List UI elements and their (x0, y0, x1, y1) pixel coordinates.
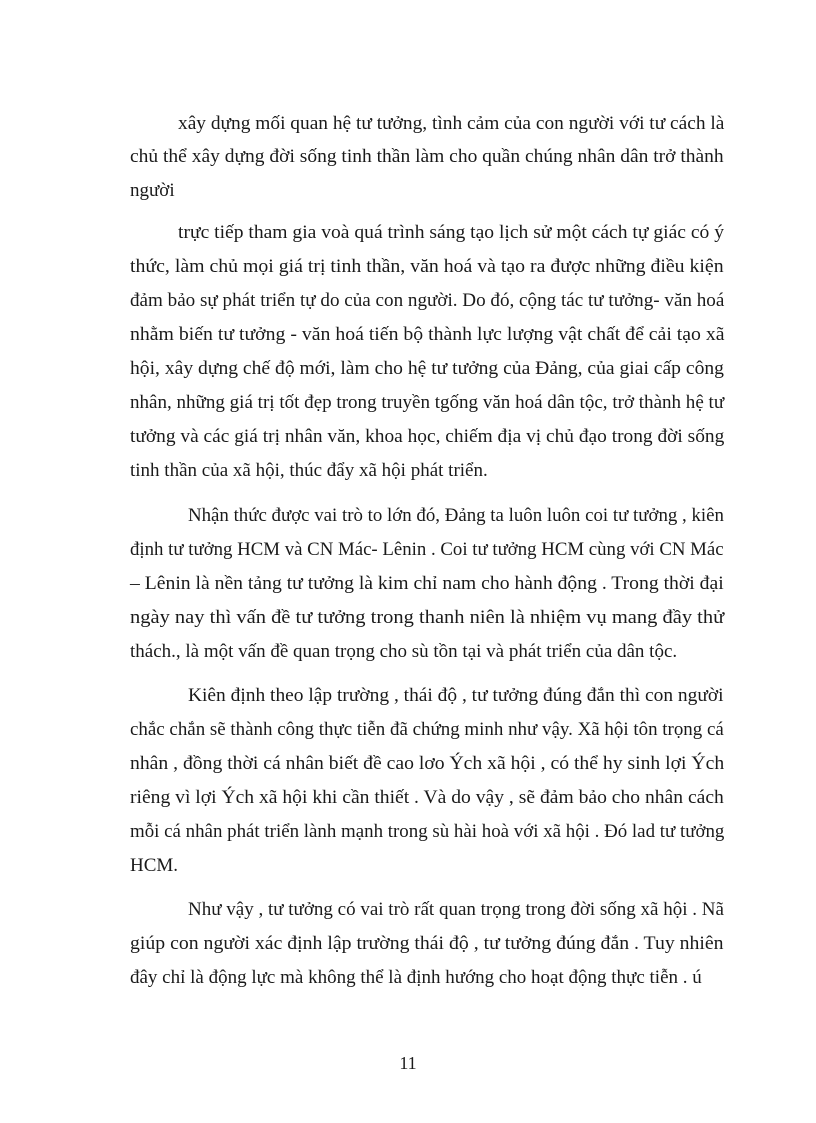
paragraph-line: Kiên định theo lập trường , thái độ , tư tưởng đúng đắn thì con người (188, 685, 724, 706)
paragraph-line: xây dựng mối quan hệ tư tưởng, tình cảm của con người với tư cách là (178, 113, 725, 134)
paragraph-line: mỗi cá nhân phát triển lành mạnh trong sù hài hoà với xã hội . Đó lad tư tưởng (130, 821, 725, 842)
paragraph-line: Nhận thức được vai trò to lớn đó, Đảng ta luôn luôn coi tư tưởng , kiên (188, 505, 724, 526)
paragraph-line: riêng vì lợi Ých xã hội khi cần thiết . Và do vậy , sẽ đảm bảo cho nhân cách (130, 787, 724, 808)
paragraph-line: hội, xây dựng chế độ mới, làm cho hệ tư tưởng của Đảng, của giai cấp công (130, 358, 724, 379)
paragraph-line: trực tiếp tham gia voà quá trình sáng tạo lịch sử một cách tự giác có ý (178, 222, 725, 243)
paragraph-line: chủ thể xây dựng đời sống tinh thần làm cho quần chúng nhân dân trở thành (130, 146, 724, 167)
paragraph-line: thức, làm chủ mọi giá trị tinh thần, văn hoá và tạo ra được những điều kiện (130, 256, 724, 277)
paragraph-line: nhân, những giá trị tốt đẹp trong truyền tgống văn hoá dân tộc, trở thành hệ tư (130, 392, 725, 413)
paragraph-line: – Lênin là nền tảng tư tưởng là kim chỉ nam cho hành động . Trong thời đại (130, 573, 724, 594)
paragraph-line: đây chỉ là động lực mà không thể là định hướng cho hoạt động thực tiễn . ú (130, 967, 702, 988)
paragraph-line: tưởng và các giá trị nhân văn, khoa học, chiếm địa vị chủ đạo trong đời sống (130, 426, 725, 447)
paragraph-line: chắc chắn sẽ thành công thực tiễn đã chứng minh như vậy. Xã hội tôn trọng cá (130, 719, 724, 740)
paragraph-line: giúp con người xác định lập trường thái độ , tư tưởng đúng đắn . Tuy nhiên (130, 933, 724, 954)
paragraph-line: người (130, 180, 175, 201)
paragraph-line: nhằm biến tư tưởng - văn hoá tiến bộ thành lực lượng vật chất để cải tạo xã (130, 324, 725, 345)
paragraph-line: tinh thần của xã hội, thúc đẩy xã hội phát triển. (130, 460, 488, 481)
paragraph-line: ngày nay thì vấn đề tư tưởng trong thanh niên là nhiệm vụ mang đầy thử (130, 607, 725, 628)
paragraph-line: định tư tưởng HCM và CN Mác- Lênin . Coi tư tưởng HCM cùng với CN Mác (130, 539, 724, 560)
paragraph-line: HCM. (130, 855, 179, 876)
paragraph-line: đảm bảo sự phát triển tự do của con người. Do đó, cộng tác tư tưởng- văn hoá (130, 290, 725, 311)
paragraph-line: thách., là một vấn đề quan trọng cho sù tồn tại và phát triển của dân tộc. (130, 641, 678, 662)
paragraph-line: Như vậy , tư tưởng có vai trò rất quan trọng trong đời sống xã hội . Nã (188, 899, 724, 920)
paragraph-line: nhân , đồng thời cá nhân biết đề cao lơo Ých xã hội , có thể hy sinh lợi Ých (130, 753, 725, 774)
page-number: 11 (399, 1053, 417, 1073)
